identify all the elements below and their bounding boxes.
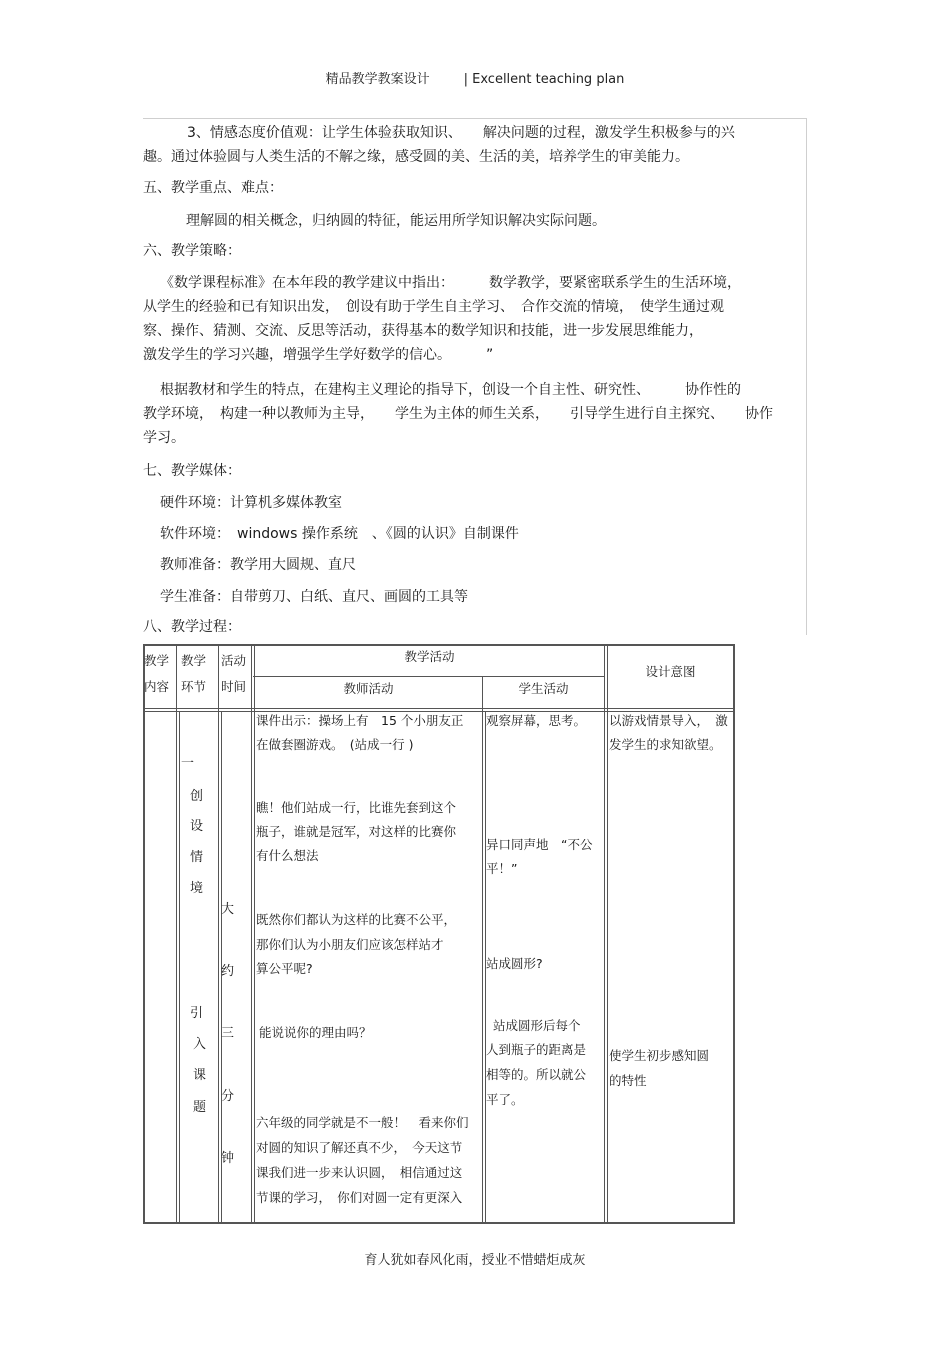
link-char: 题 bbox=[193, 1100, 207, 1115]
key-points-body: 理解圆的相关概念，归纳圆的特征，能运用所学知识解决实际问题。 bbox=[186, 213, 606, 229]
teacher-text: 有什么想法 bbox=[256, 848, 319, 863]
process-title: 八、教学过程： bbox=[143, 619, 241, 635]
link-char: 入 bbox=[193, 1037, 207, 1052]
header-subtitle: | Excellent teaching plan bbox=[463, 72, 625, 87]
table-border-bottom bbox=[143, 1222, 735, 1224]
link-char: 情 bbox=[190, 850, 204, 865]
strategy-p1-line-2: 从学生的经验和已有知识出发， 创设有助于学生自主学习、 合作交流的情境， 使学生通过观 bbox=[143, 299, 724, 315]
student-text: 站成圆形后每个 bbox=[493, 1018, 581, 1033]
student-text: 人到瓶子的距离是 bbox=[486, 1042, 587, 1057]
link-char: 设 bbox=[190, 819, 204, 834]
page-header bbox=[0, 68, 950, 87]
emotion-line-1: 3、情感态度价值观：让学生体验获取知识、 解决问题的过程，激发学生积极参与的兴 bbox=[187, 125, 735, 141]
page-footer: 育人犹如春风化雨，授业不惜蜡炬成灰 bbox=[364, 1253, 586, 1268]
strategy-p1-line-3: 察、操作、猜测、交流、反思等活动，获得基本的数学知识和技能，进一步发展思维能力， bbox=[143, 323, 703, 339]
header-content: 教学内容 bbox=[144, 653, 170, 694]
media-title: 七、教学媒体： bbox=[143, 463, 241, 479]
teacher-text: 既然你们都认为这样的比赛不公平， bbox=[256, 912, 457, 927]
student-text: 站成圆形? bbox=[486, 956, 543, 971]
header-title: 精品教学教案设计 bbox=[325, 72, 430, 87]
emotion-line-2: 趣。通过体验圆与人类生活的不解之缘，感受圆的美、生活的美，培养学生的审美能力。 bbox=[143, 149, 689, 165]
header-student: 学生活动 bbox=[518, 681, 569, 696]
header-time: 活动时间 bbox=[221, 653, 247, 694]
teacher-text: 算公平呢? bbox=[256, 961, 313, 976]
student-text: 相等的。所以就公 bbox=[486, 1067, 587, 1082]
teacher-text: 六年级的同学就是不一般！ 看来你们 bbox=[256, 1115, 469, 1130]
teacher-text: 瞧！他们站成一行，比谁先套到这个 bbox=[256, 800, 457, 815]
table-col-2 bbox=[218, 644, 219, 1224]
media-software: 软件环境： windows 操作系统 、《圆的认识》自制课件 bbox=[160, 526, 519, 542]
strategy-p2-line-3: 学习。 bbox=[143, 430, 185, 446]
table-col-1b bbox=[179, 711, 180, 1224]
intent-text: 使学生初步感知圆 bbox=[609, 1048, 710, 1063]
table-col-1 bbox=[176, 644, 177, 1224]
header-teacher: 教师活动 bbox=[343, 681, 394, 696]
table-border-left bbox=[143, 644, 145, 1224]
link-char: 引 bbox=[190, 1006, 204, 1021]
table-col-5 bbox=[604, 644, 605, 1224]
student-text: 异口同声地 “不公 bbox=[486, 837, 593, 852]
teacher-text: 课件出示：操场上有 15 个小朋友正 bbox=[256, 713, 464, 728]
student-text: 平！” bbox=[486, 861, 518, 876]
link-char: 课 bbox=[193, 1068, 207, 1083]
link-char: 一 bbox=[181, 756, 195, 771]
student-text: 观察屏幕，思考。 bbox=[486, 713, 587, 728]
strategy-title: 六、教学策略： bbox=[143, 243, 241, 259]
time-char: 大 bbox=[221, 902, 235, 917]
table-col-5b bbox=[607, 644, 608, 1224]
intent-text: 以游戏情景导入， 激 bbox=[609, 713, 728, 728]
header-link: 教学环节 bbox=[181, 653, 207, 694]
media-student: 学生准备：自带剪刀、白纸、直尺、画圆的工具等 bbox=[160, 589, 468, 605]
strategy-p2-line-1: 根据教材和学生的特点，在建构主义理论的指导下，创设一个自主性、研究性、 协作性的 bbox=[160, 382, 741, 398]
teacher-text: 那你们认为小朋友们应该怎样站才 bbox=[256, 937, 444, 952]
teacher-text: 对圆的知识了解还真不少， 今天这节 bbox=[256, 1140, 463, 1155]
intent-text: 的特性 bbox=[609, 1073, 647, 1088]
media-hardware: 硬件环境：计算机多媒体教室 bbox=[160, 495, 342, 511]
strategy-p1-line-4: 激发学生的学习兴趣，增强学生学好数学的信心。 ” bbox=[143, 347, 494, 363]
student-text: 平了。 bbox=[486, 1092, 524, 1107]
key-points-title: 五、教学重点、难点： bbox=[143, 180, 283, 196]
teacher-text: 在做套圈游戏。 (站成一行 ) bbox=[256, 737, 414, 752]
time-char: 三 bbox=[221, 1026, 235, 1041]
table-border-right bbox=[733, 644, 735, 1224]
link-char: 创 bbox=[190, 789, 204, 804]
teacher-text: 能说说你的理由吗？ bbox=[259, 1025, 372, 1040]
strategy-p2-line-2: 教学环境， 构建一种以教师为主导， 学生为主体的师生关系， 引导学生进行自主探究、 协作 bbox=[143, 406, 773, 422]
teacher-text: 节课的学习， 你们对圆一定有更深入 bbox=[256, 1190, 463, 1205]
table-col-4 bbox=[482, 676, 483, 1224]
strategy-p1-line-1: 《数学课程标准》在本年段的教学建议中指出： 数学教学，要紧密联系学生的生活环境， bbox=[160, 275, 741, 291]
time-char: 分 bbox=[221, 1089, 235, 1104]
time-char: 钟 bbox=[221, 1151, 235, 1166]
intent-text: 发学生的求知欲望。 bbox=[609, 737, 722, 752]
header-intent: 设计意图 bbox=[645, 664, 696, 679]
time-char: 约 bbox=[221, 964, 235, 979]
table-col-3 bbox=[251, 644, 252, 1224]
teacher-text: 瓶子，谁就是冠军，对这样的比赛你 bbox=[256, 824, 457, 839]
table-col-3b bbox=[254, 644, 255, 1224]
header-activity: 教学活动 bbox=[404, 649, 455, 664]
media-teacher: 教师准备：教学用大圆规、直尺 bbox=[160, 557, 356, 573]
link-char: 境 bbox=[190, 881, 204, 896]
teacher-text: 课我们进一步来认识圆， 相信通过这 bbox=[256, 1165, 463, 1180]
